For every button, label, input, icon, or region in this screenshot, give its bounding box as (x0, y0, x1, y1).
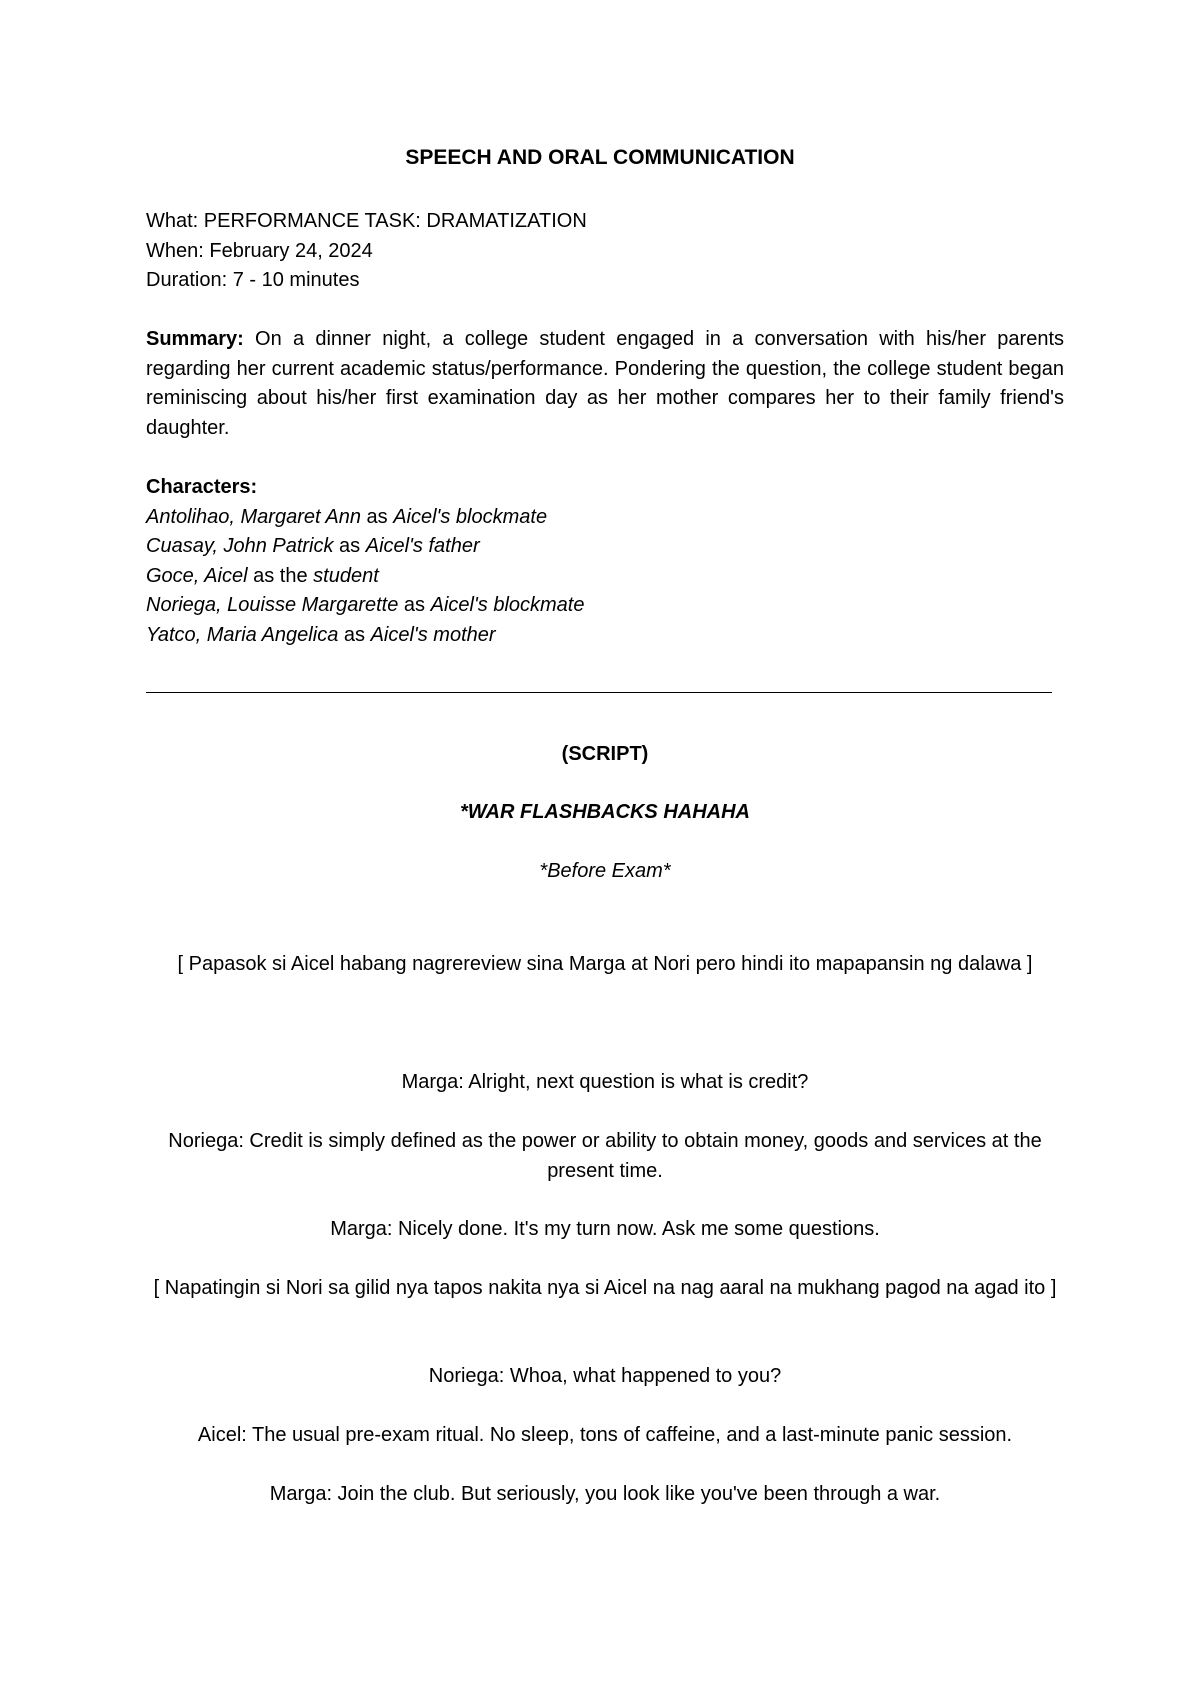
character-name: Cuasay, John Patrick (146, 535, 334, 557)
character-role: Aicel's father (365, 535, 480, 557)
scene-label: *Before Exam* (539, 860, 671, 882)
characters-section (146, 473, 1064, 650)
character-role: Aicel's blockmate (430, 594, 585, 616)
character-name: Noriega, Louisse Margarette (146, 594, 399, 616)
character-name: Yatco, Maria Angelica (146, 623, 339, 646)
stage-direction: [ Napatingin si Nori sa gilid nya tapos nakita nya si Aicel na nag aaral na mukhang pagod na agad ito ] (153, 1277, 1057, 1299)
flashback-heading: *WAR FLASHBACKS HAHAHA (460, 801, 750, 823)
dialogue-line: Marga: Alright, next question is what is credit? (401, 1071, 809, 1093)
character-entry (146, 503, 1064, 533)
character-name: Goce, Aicel (146, 564, 248, 587)
script-heading: (SCRIPT) (561, 743, 649, 765)
character-role: Aicel's blockmate (393, 505, 548, 528)
character-name: Antolihao, Margaret Ann (146, 505, 361, 528)
character-entry (146, 621, 1064, 651)
character-role: Aicel's mother (370, 623, 496, 646)
summary-label: Summary: (146, 328, 244, 350)
dialogue-line: Aicel: The usual pre-exam ritual. No sleep, tons of caffeine, and a last-minute panic session. (197, 1424, 1013, 1446)
stage-direction: [ Papasok si Aicel habang nagrereview sina Marga at Nori pero hindi ito mapapansin ng dalawa ] (177, 953, 1033, 975)
task-what: What: PERFORMANCE TASK: DRAMATIZATION (146, 210, 587, 232)
character-as: as the (247, 564, 314, 587)
task-details (146, 207, 1064, 296)
dialogue-line: Noriega: Credit is simply defined as the power or ability to obtain money, goods and services at the present time. (168, 1130, 1042, 1182)
task-duration: Duration: 7 - 10 minutes (146, 269, 360, 291)
character-role: student (313, 564, 379, 587)
character-as: as (338, 623, 371, 646)
character-as: as (398, 594, 431, 616)
horizontal-rule (146, 692, 1052, 693)
summary-text: On a dinner night, a college student engaged in a conversation with his/her parents regarding her current academic status/performance. Pondering the question, the college student began reminiscing about his/her first examination day as her mother compares her to their family friend's daughter. (146, 328, 1064, 439)
character-as: as (360, 505, 394, 528)
characters-heading: Characters: (146, 476, 258, 498)
summary-paragraph (146, 325, 1064, 443)
task-when: When: February 24, 2024 (146, 239, 373, 262)
dialogue-line: Noriega: Whoa, what happened to you? (428, 1365, 782, 1387)
dialogue-line: Marga: Nicely done. It's my turn now. Ask me some questions. (330, 1218, 880, 1240)
dialogue-line: Marga: Join the club. But seriously, you look like you've been through a war. (269, 1483, 941, 1505)
character-entry (146, 532, 1064, 562)
document-title: SPEECH AND ORAL COMMUNICATION (405, 146, 795, 169)
character-entry (146, 591, 1064, 621)
character-entry (146, 562, 1064, 592)
character-as: as (333, 535, 366, 557)
